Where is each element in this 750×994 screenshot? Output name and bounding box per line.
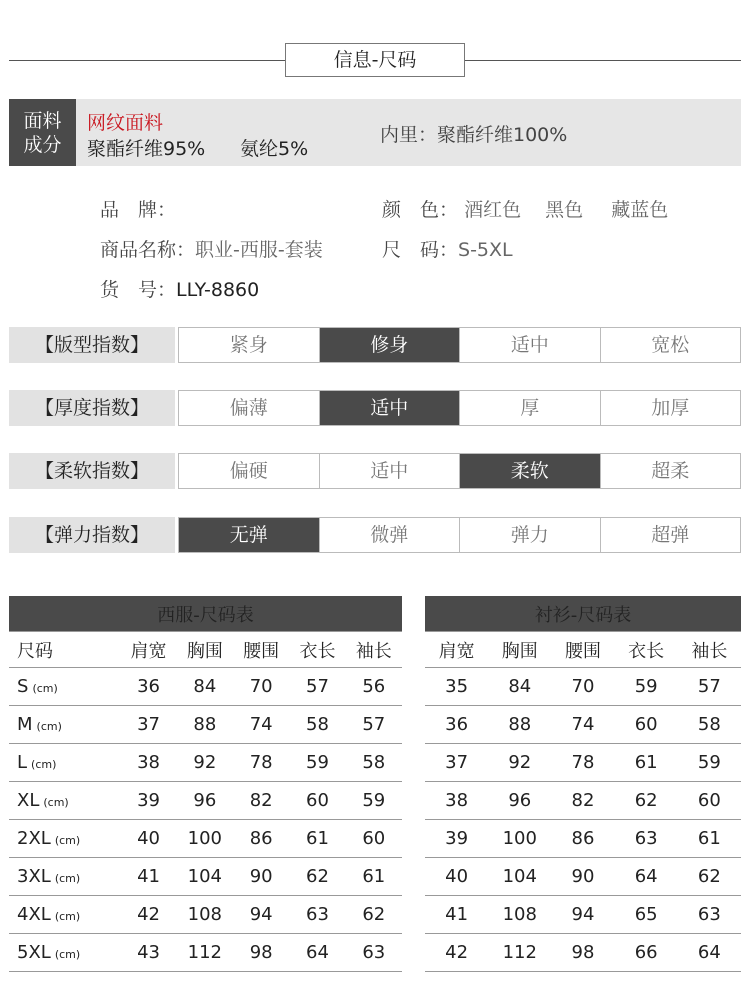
table-row bbox=[425, 896, 741, 934]
color-value-1: 酒红色 bbox=[464, 199, 522, 221]
table-cell: 64 bbox=[615, 858, 678, 896]
index-option: 加厚 bbox=[651, 397, 690, 419]
table-cell: 61 bbox=[289, 820, 345, 858]
index-option: 微弹 bbox=[320, 518, 461, 552]
table-cell: 82 bbox=[551, 782, 614, 820]
table-cell: 90 bbox=[551, 858, 614, 896]
table-cell: 104 bbox=[488, 858, 551, 896]
table-row bbox=[9, 820, 402, 858]
table-cell: 86 bbox=[233, 820, 289, 858]
suit-column-header: 衣长 bbox=[289, 632, 345, 668]
table-row bbox=[9, 782, 402, 820]
table-cell: 74 bbox=[233, 706, 289, 744]
index-label: 【柔软指数】 bbox=[9, 453, 175, 489]
table-cell: 96 bbox=[488, 782, 551, 820]
index-option: 柔软 bbox=[460, 454, 601, 488]
sku-label: 货 号： bbox=[100, 279, 177, 301]
table-row bbox=[425, 706, 741, 744]
size-label-cell bbox=[9, 858, 120, 896]
size-name: 3XL bbox=[17, 866, 51, 887]
table-cell: 62 bbox=[346, 896, 402, 934]
table-cell: 62 bbox=[615, 782, 678, 820]
index-options bbox=[178, 453, 741, 489]
table-cell: 41 bbox=[120, 858, 176, 896]
table-cell: 98 bbox=[233, 934, 289, 972]
shirt-table-title: 衬衫-尺码表 bbox=[425, 596, 741, 632]
table-cell: 40 bbox=[425, 858, 488, 896]
table-cell: 61 bbox=[615, 744, 678, 782]
shirt-column-header: 肩宽 bbox=[425, 632, 488, 668]
suit-size-table bbox=[9, 596, 402, 972]
table-row bbox=[425, 668, 741, 706]
size-name: M bbox=[17, 714, 33, 735]
shirt-column-header: 胸围 bbox=[488, 632, 551, 668]
table-cell: 70 bbox=[233, 668, 289, 706]
table-row bbox=[9, 668, 402, 706]
size-unit: (cm) bbox=[54, 948, 81, 961]
table-cell: 82 bbox=[233, 782, 289, 820]
index-label: 【厚度指数】 bbox=[9, 390, 175, 426]
size-unit: (cm) bbox=[43, 796, 69, 809]
suit-column-header: 胸围 bbox=[177, 632, 233, 668]
table-cell: 60 bbox=[615, 706, 678, 744]
table-row bbox=[9, 858, 402, 896]
table-cell: 61 bbox=[678, 820, 741, 858]
table-cell: 64 bbox=[289, 934, 345, 972]
table-cell: 57 bbox=[678, 668, 741, 706]
table-row bbox=[425, 744, 741, 782]
table-cell: 104 bbox=[177, 858, 233, 896]
size-unit: (cm) bbox=[36, 720, 62, 733]
index-option: 适中 bbox=[320, 391, 461, 425]
table-cell: 57 bbox=[289, 668, 345, 706]
table-cell: 58 bbox=[678, 706, 741, 744]
table-cell: 39 bbox=[425, 820, 488, 858]
size-name: S bbox=[17, 676, 29, 697]
table-cell: 98 bbox=[551, 934, 614, 972]
table-cell: 84 bbox=[177, 668, 233, 706]
size-unit: (cm) bbox=[54, 834, 81, 847]
table-cell: 38 bbox=[120, 744, 176, 782]
table-cell: 37 bbox=[120, 706, 176, 744]
index-option: 弹力 bbox=[460, 518, 601, 552]
table-cell: 78 bbox=[233, 744, 289, 782]
size-label-cell bbox=[9, 782, 120, 820]
section-title: 信息-尺码 bbox=[285, 43, 465, 77]
shirt-column-header: 衣长 bbox=[615, 632, 678, 668]
fabric-name: 网纹面料 bbox=[87, 112, 164, 134]
table-cell: 90 bbox=[233, 858, 289, 896]
color-label: 颜 色： bbox=[382, 199, 459, 221]
size-unit: (cm) bbox=[54, 872, 81, 885]
index-option: 偏硬 bbox=[179, 454, 320, 488]
table-row bbox=[425, 820, 741, 858]
table-cell: 86 bbox=[551, 820, 614, 858]
table-cell: 63 bbox=[678, 896, 741, 934]
size-label-cell bbox=[9, 744, 120, 782]
product-value: 职业-西服-套装 bbox=[195, 239, 323, 261]
table-cell: 94 bbox=[551, 896, 614, 934]
table-cell: 62 bbox=[678, 858, 741, 896]
table-cell: 63 bbox=[289, 896, 345, 934]
table-cell: 60 bbox=[289, 782, 345, 820]
index-option: 修身 bbox=[320, 328, 461, 362]
size-label: 尺 码： bbox=[382, 239, 459, 261]
table-cell: 74 bbox=[551, 706, 614, 744]
color-value-3: 藏蓝色 bbox=[611, 199, 669, 221]
table-cell: 59 bbox=[678, 744, 741, 782]
index-option: 超柔 bbox=[651, 460, 690, 482]
brand-label: 品 牌： bbox=[100, 199, 177, 221]
size-name: L bbox=[17, 752, 28, 773]
table-row bbox=[9, 744, 402, 782]
table-cell: 59 bbox=[289, 744, 345, 782]
fabric-label-line1: 面料 bbox=[23, 109, 62, 132]
table-cell: 37 bbox=[425, 744, 488, 782]
table-row bbox=[9, 706, 402, 744]
size-value: S-5XL bbox=[458, 239, 513, 261]
table-cell: 35 bbox=[425, 668, 488, 706]
table-cell: 100 bbox=[177, 820, 233, 858]
suit-column-header: 肩宽 bbox=[120, 632, 176, 668]
index-options bbox=[178, 327, 741, 363]
shirt-column-header: 袖长 bbox=[678, 632, 741, 668]
table-cell: 60 bbox=[678, 782, 741, 820]
product-label: 商品名称： bbox=[100, 239, 196, 261]
table-cell: 36 bbox=[425, 706, 488, 744]
sku-row bbox=[100, 275, 259, 302]
table-cell: 108 bbox=[177, 896, 233, 934]
suit-column-header: 袖长 bbox=[346, 632, 402, 668]
table-cell: 100 bbox=[488, 820, 551, 858]
sku-value: LLY-8860 bbox=[176, 279, 260, 301]
table-cell: 39 bbox=[120, 782, 176, 820]
table-cell: 57 bbox=[346, 706, 402, 744]
table-cell: 96 bbox=[177, 782, 233, 820]
table-cell: 42 bbox=[120, 896, 176, 934]
table-cell: 66 bbox=[615, 934, 678, 972]
suit-column-header: 尺码 bbox=[9, 632, 120, 668]
table-cell: 63 bbox=[615, 820, 678, 858]
table-cell: 92 bbox=[177, 744, 233, 782]
table-cell: 58 bbox=[346, 744, 402, 782]
table-row bbox=[9, 934, 402, 972]
index-options bbox=[178, 390, 741, 426]
table-cell: 64 bbox=[678, 934, 741, 972]
table-cell: 59 bbox=[615, 668, 678, 706]
color-row bbox=[382, 195, 668, 222]
size-unit: (cm) bbox=[31, 758, 57, 771]
product-row bbox=[100, 235, 323, 262]
index-label: 【弹力指数】 bbox=[9, 517, 175, 553]
table-cell: 92 bbox=[488, 744, 551, 782]
table-cell: 78 bbox=[551, 744, 614, 782]
index-option: 超弹 bbox=[651, 524, 690, 546]
size-name: 4XL bbox=[17, 904, 51, 925]
table-cell: 41 bbox=[425, 896, 488, 934]
suit-column-header: 腰围 bbox=[233, 632, 289, 668]
size-label-cell bbox=[9, 820, 120, 858]
index-option: 紧身 bbox=[179, 328, 320, 362]
index-options bbox=[178, 517, 741, 553]
table-row bbox=[9, 896, 402, 934]
table-cell: 112 bbox=[177, 934, 233, 972]
color-value-2: 黑色 bbox=[545, 199, 584, 221]
table-cell: 94 bbox=[233, 896, 289, 934]
size-unit: (cm) bbox=[32, 682, 58, 695]
table-cell: 42 bbox=[425, 934, 488, 972]
index-option: 适中 bbox=[460, 328, 601, 362]
size-unit: (cm) bbox=[54, 910, 81, 923]
table-cell: 65 bbox=[615, 896, 678, 934]
table-row bbox=[425, 934, 741, 972]
table-cell: 60 bbox=[346, 820, 402, 858]
fabric-label bbox=[9, 99, 76, 166]
table-cell: 63 bbox=[346, 934, 402, 972]
header-rule-right bbox=[463, 60, 741, 61]
table-row bbox=[425, 858, 741, 896]
size-name: 2XL bbox=[17, 828, 51, 849]
table-cell: 62 bbox=[289, 858, 345, 896]
index-option: 厚 bbox=[460, 391, 601, 425]
table-cell: 112 bbox=[488, 934, 551, 972]
table-cell: 36 bbox=[120, 668, 176, 706]
table-cell: 58 bbox=[289, 706, 345, 744]
table-cell: 59 bbox=[346, 782, 402, 820]
shirt-column-header: 腰围 bbox=[551, 632, 614, 668]
table-cell: 38 bbox=[425, 782, 488, 820]
size-label-cell bbox=[9, 668, 120, 706]
fabric-label-line2: 成分 bbox=[23, 133, 62, 156]
table-row bbox=[425, 782, 741, 820]
index-label: 【版型指数】 bbox=[9, 327, 175, 363]
brand-row bbox=[100, 195, 176, 222]
size-label-cell bbox=[9, 934, 120, 972]
index-option: 偏薄 bbox=[179, 391, 320, 425]
size-name: XL bbox=[17, 790, 40, 811]
size-row bbox=[382, 235, 513, 262]
table-cell: 70 bbox=[551, 668, 614, 706]
size-label-cell bbox=[9, 706, 120, 744]
suit-table-title: 西服-尺码表 bbox=[9, 596, 402, 632]
table-cell: 108 bbox=[488, 896, 551, 934]
header-rule-left bbox=[9, 60, 285, 61]
table-cell: 84 bbox=[488, 668, 551, 706]
size-label-cell bbox=[9, 896, 120, 934]
table-cell: 61 bbox=[346, 858, 402, 896]
fabric-lining: 内里：聚酯纤维100% bbox=[380, 124, 568, 146]
fabric-composition-1: 聚酯纤维95% bbox=[87, 138, 206, 160]
table-cell: 43 bbox=[120, 934, 176, 972]
table-cell: 40 bbox=[120, 820, 176, 858]
index-option: 适中 bbox=[320, 454, 461, 488]
size-name: 5XL bbox=[17, 942, 51, 963]
table-cell: 88 bbox=[488, 706, 551, 744]
index-option: 宽松 bbox=[651, 334, 690, 356]
shirt-size-table bbox=[425, 596, 741, 972]
table-cell: 56 bbox=[346, 668, 402, 706]
index-option: 无弹 bbox=[179, 518, 320, 552]
fabric-composition-2: 氨纶5% bbox=[240, 138, 309, 160]
table-cell: 88 bbox=[177, 706, 233, 744]
